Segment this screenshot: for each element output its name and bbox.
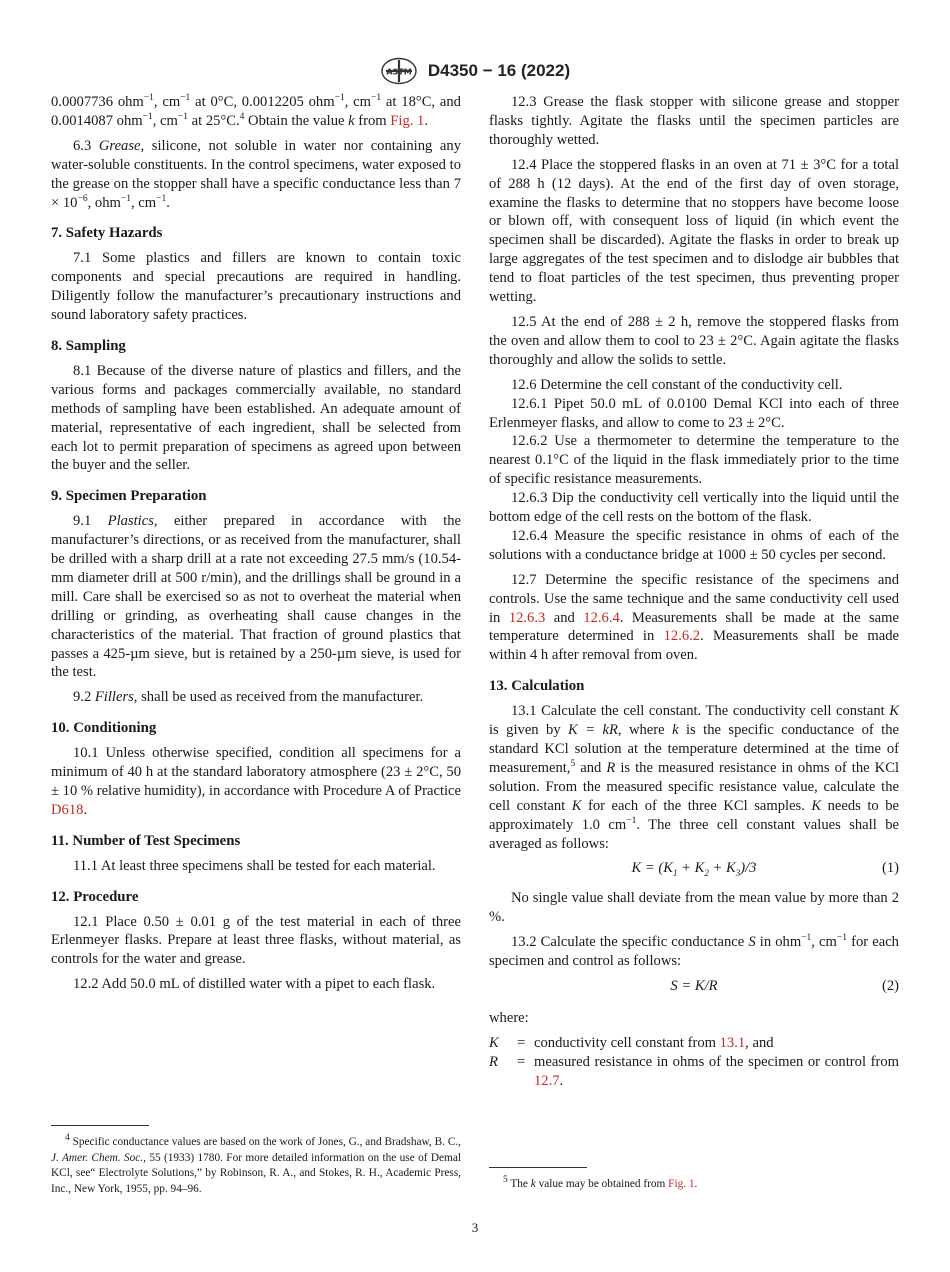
paragraph-12-6-1: 12.6.1 Pipet 50.0 mL of 0.0100 Demal KCl into each of three Erlenmeyer flasks, and allow to come to 23 ± 2°C. — [489, 395, 899, 431]
paragraph-11-1: 11.1 At least three specimens shall be tested for each material. — [73, 857, 436, 874]
ref-12-6-2-link[interactable]: 12.6.2 — [663, 628, 701, 645]
d618-link[interactable]: D618 — [51, 801, 84, 818]
ref-12-6-3-link[interactable]: 12.6.3 — [508, 609, 546, 626]
page-header — [0, 57, 950, 85]
paragraph-9-2: 9.2 Fillers, shall be used as received from the manufacturer. — [73, 689, 424, 706]
left-column-content — [51, 93, 461, 1000]
footnote-divider — [51, 1125, 149, 1126]
footnote-4 — [51, 1125, 461, 1197]
right-column — [489, 93, 899, 1091]
equation-1: $K = (K_1 + K_2 + K_3)/3$ (1) — [631, 860, 899, 879]
definition-k: K = conductivity cell constant from 13.1, and — [489, 1034, 774, 1051]
where-label: where: — [489, 1010, 529, 1027]
section-7-heading: 7. Safety Hazards — [51, 225, 163, 242]
paragraph-13-1: 13.1 Calculate the cell constant. The conductivity cell constant K is given by K = kR, where k is the specific conductance of the standard KCl solution at the temperature determined at the time of measurement,$^5$ and R is the measured resistance in ohms of the KCl solution. From the measured specific resistance value, calculate the cell constant K for each of the three KCl samples. K needs to be approximately 1.0 $cm^{-1}$. The three cell constant values shall be averaged as follows: — [489, 703, 900, 852]
paragraph-6-2-continued: 0.0007736 ohm$^{-1}$, $cm^{-1}$ at 0°C, 0.0012205 ohm$^{-1}$, $cm^{-1}$ at 18°C, and 0.0014087 ohm$^{-1}$, $cm^{-1}$ at 25°C.$^4$ Obtain the value k from Fig. 1. — [51, 93, 461, 129]
footnote-4-text: $^4$ Specific conductance values are based on the work of Jones, G., and Bradshaw, B. C., J. Amer. Chem. Soc., 55 (1933) 1780. For more detailed information on the use of Demal KCl, see“ Electrolyte Solutions,” by Robinson, R. A., and Stokes, R. H., Academic Press, Inc., New York, 1955, pp. 94–96. — [51, 1133, 461, 1195]
paragraph-12-6-3: 12.6.3 Dip the conductivity cell vertically into the liquid until the bottom edge of the cell rests on the bottom of the flask. — [489, 490, 899, 526]
paragraph-10-1: 10.1 Unless otherwise specified, condition all specimens for a minimum of 40 h at the standard laboratory atmosphere (23 ± 2°C, 50 ± 10 % relative humidity), in accordance with Procedure A of Practice D618. — [51, 745, 462, 818]
paragraph-12-1: 12.1 Place 0.50 ± 0.01 g of the test material in each of three Erlenmeyer flasks. Prepare at least three flasks, without material, as controls for the water and grease. — [51, 913, 461, 968]
document-code: D4350 − 16 (2022) — [427, 61, 571, 80]
paragraph-13-2: 13.2 Calculate the specific conductance S in ohm$^{-1}$, $cm^{-1}$ for each specimen and control as follows: — [489, 933, 899, 970]
definition-r: R = measured resistance in ohms of the specimen or control from 12.7. — [489, 1053, 899, 1089]
paragraph-12-4: 12.4 Place the stoppered flasks in an oven at 71 ± 3°C for a total of 288 h (12 days). At the end of the first day of oven storage, examine the flasks to determine that no stoppers have become loose or blown off, with consequent loss of liquid (in which event the specimen shall be discarded). Agitate the flasks in order to break up large aggregates of the test specimen and to dislodge air bubbles that tend to float particles of the test specimen, thus preventing proper wetting. — [489, 156, 899, 306]
paragraph-6-3: 6.3 Grease, silicone, not soluble in water nor containing any water-soluble constituents. In the control specimens, water exposed to the grease on the stopper shall have a specific conductance less than $7 \times 10^{-6}$, ohm$^{-1}$, $cm^{-1}$. — [51, 137, 462, 211]
section-9-heading: 9. Specimen Preparation — [51, 488, 207, 505]
paragraph-8-1: 8.1 Because of the diverse nature of plastics and fillers, and the various forms and packages commercially available, no standard methods of sampling have been established. An adequate amount of material, representative of each ingredient, shall be selected from each lot to permit preparation of specimens as agreed upon between the buyer and the seller. — [51, 362, 461, 474]
paragraph-12-6-4: 12.6.4 Measure the specific resistance in ohms of each of the solutions with a conductance bridge at 1000 ± 50 cycles per second. — [489, 527, 899, 563]
ref-13-1-link[interactable]: 13.1 — [719, 1034, 746, 1051]
equation-2-number: (2) — [881, 978, 899, 995]
section-11-heading: 11. Number of Test Specimens — [51, 832, 241, 849]
paragraph-12-3: 12.3 Grease the flask stopper with silicone grease and stopper flasks tightly. Agitate the flasks until the specimen particles are thoroughly wetted. — [489, 94, 899, 148]
astm-logo-icon — [380, 57, 418, 85]
equation-2: S = K/R (2) — [670, 978, 899, 995]
page-number: 3 — [471, 1220, 479, 1235]
section-8-heading: 8. Sampling — [51, 337, 126, 354]
paragraph-deviation: No single value shall deviate from the mean value by more than 2 %. — [489, 890, 899, 926]
paragraph-12-7: 12.7 Determine the specific resistance of the specimens and controls. Use the same technique and the same conductivity cell used in 12.6.3 and 12.6.4. Measurements shall be made at the same temperature determined in 12.6.2. Measurements shall be made within 4 h after removal from oven. — [489, 571, 899, 664]
ref-12-7-link[interactable]: 12.7 — [534, 1072, 560, 1089]
footnote-divider — [489, 1167, 587, 1168]
paragraph-12-6: 12.6 Determine the cell constant of the conductivity cell. — [511, 376, 843, 393]
ref-12-6-4-link[interactable]: 12.6.4 — [583, 609, 620, 626]
paragraph-12-6-2: 12.6.2 Use a thermometer to determine the temperature to the nearest 0.1°C of the liquid in the flask immediately prior to the time of specific resistance measurements. — [489, 433, 899, 488]
footnote-5 — [489, 1167, 899, 1193]
section-12-heading: 12. Procedure — [51, 888, 139, 905]
svg-text:ASTM: ASTM — [386, 67, 412, 77]
section-10-heading: 10. Conditioning — [51, 720, 157, 737]
paragraph-7-1: 7.1 Some plastics and fillers are known to contain toxic components and special precautions are required in handling. Diligently follow the manufacturer’s precautionary instructions and sound laboratory safety practices. — [51, 250, 461, 324]
section-13-heading: 13. Calculation — [489, 678, 585, 695]
fig-1-link[interactable]: Fig. 1 — [390, 112, 425, 129]
paragraph-12-5: 12.5 At the end of 288 ± 2 h, remove the stoppered flasks from the oven and allow them to cool to 23 ± 2°C. Again agitate the flasks thoroughly and allow the solids to settle. — [489, 313, 899, 368]
fig-1-footnote-link[interactable]: Fig. 1 — [668, 1178, 695, 1190]
footnote-5-text: $^5$ The k value may be obtained from Fig. 1. — [503, 1175, 698, 1190]
paragraph-9-1: 9.1 Plastics, either prepared in accordance with the manufacturer’s directions, or as received from the manufacturer, shall be drilled with a sharp drill at a rate not exceeding 27.5 mm/s (10.54-mm diameter drill at 500 r/min), and the drillings shall be ground in a mill. Care shall be exercised so as not to overheat the material when drilling or grinding, as overheating shall cause changes in the characteristics of the material. That fraction of ground plastics that passes a 425-µm sieve, but is retained by a 250-µm sieve, is used for the test. — [51, 513, 461, 681]
equation-1-number: (1) — [881, 860, 899, 877]
paragraph-12-2: 12.2 Add 50.0 mL of distilled water with a pipet to each flask. — [73, 976, 436, 993]
